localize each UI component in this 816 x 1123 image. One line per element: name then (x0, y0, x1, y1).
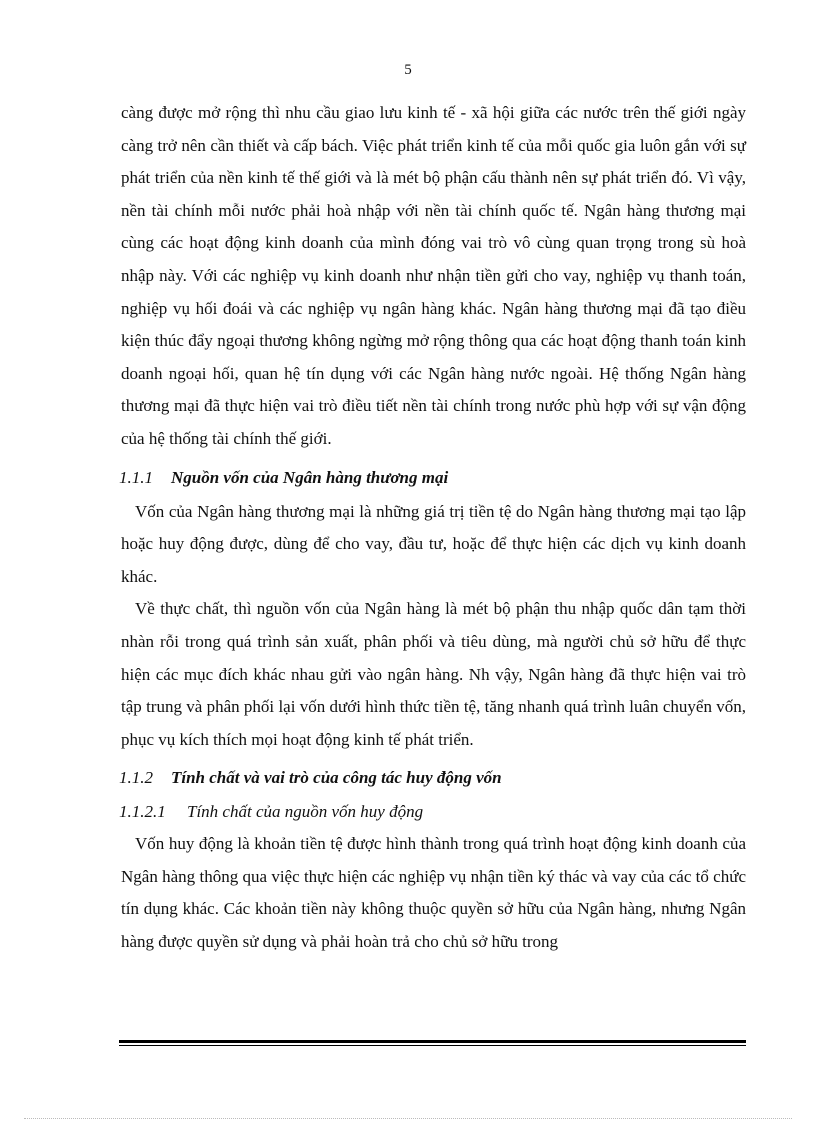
paragraph-capital-nature: Về thực chất, thì nguồn vốn của Ngân hàng là mét bộ phận thu nhập quốc dân tạm thời nhàn rỗi trong quá trình sản xuất, phân phối và tiêu dùng, mà người chủ sở hữu để thực hiện các mục đích khác nhau gửi vào ngân hàng. Nh vậy, Ngân hàng đã thực hiện vai trò tập trung và phân phối lại vốn dưới hình thức tiền tệ, tăng nhanh quá trình luân chuyển vốn, phục vụ kích thích mọi hoạt động kinh tế phát triển. (121, 599, 746, 749)
heading-title: Tính chất và vai trò của công tác huy động vốn (171, 768, 502, 788)
paragraph-mobilized-capital: Vốn huy động là khoản tiền tệ được hình thành trong quá trình hoạt động kinh doanh của Ngân hàng thông qua việc thực hiện các nghiệp vụ nhận tiền ký thác và vay của các tổ chức tín dụng khác. Các khoản tiền này không thuộc quyền sở hữu của Ngân hàng, nhưng Ngân hàng được quyền sử dụng và phải hoàn trả cho chủ sở hữu trong (121, 834, 746, 952)
heading-1-1-2 (119, 762, 746, 794)
footer-rule-thin (119, 1045, 746, 1046)
heading-1-1-2-1 (119, 796, 746, 828)
paragraph-capital-definition: Vốn của Ngân hàng thương mại là những giá trị tiền tệ do Ngân hàng thương mại tạo lập hoặc huy động được, dùng để cho vay, đầu tư, hoặc để thực hiện các dịch vụ kinh doanh khác. (121, 501, 746, 586)
heading-number: 1.1.1 (119, 467, 153, 487)
document-body (121, 97, 746, 959)
page-edge-divider (24, 1118, 792, 1119)
paragraph-intro: càng được mở rộng thì nhu cầu giao lưu kinh tế - xã hội giữa các nước trên thế giới ngày càng trở nên cần thiết và cấp bách. Việc phát triển kinh tế của mỗi quốc gia luôn gắn với sự phát triển của nền kinh tế thế giới và là mét bộ phận cấu thành nên sự phát triển đó. Vì vậy, nền tài chính mỗi nước phải hoà nhập với nền tài chính quốc tế. Ngân hàng thương mại cùng các hoạt động kinh doanh của mình đóng vai trò vô cùng quan trọng trong sù hoà nhập này. Với các nghiệp vụ kinh doanh như nhận tiền gửi cho vay, nghiệp vụ thanh toán, nghiệp vụ hối đoái và các nghiệp vụ ngân hàng khác. Ngân hàng thương mại đã tạo điều kiện thúc đẩy ngoại thương không ngừng mở rộng thông qua các hoạt động thanh toán kinh doanh ngoại hối, quan hệ tín dụng với các Ngân hàng nước ngoài. Hệ thống Ngân hàng thương mại đã thực hiện vai trò điều tiết nền tài chính trong nước phù hợp với sự vận động của hệ thống tài chính thế giới. (121, 103, 746, 448)
heading-title: Tính chất của nguồn vốn huy động (187, 802, 424, 822)
page-number: 5 (404, 62, 412, 78)
heading-number: 1.1.2.1 (119, 802, 166, 822)
footer-rule-thick (119, 1040, 746, 1043)
heading-number: 1.1.2 (119, 768, 153, 788)
heading-1-1-1 (119, 462, 746, 494)
heading-title: Nguồn vốn của Ngân hàng thương mại (171, 467, 449, 487)
